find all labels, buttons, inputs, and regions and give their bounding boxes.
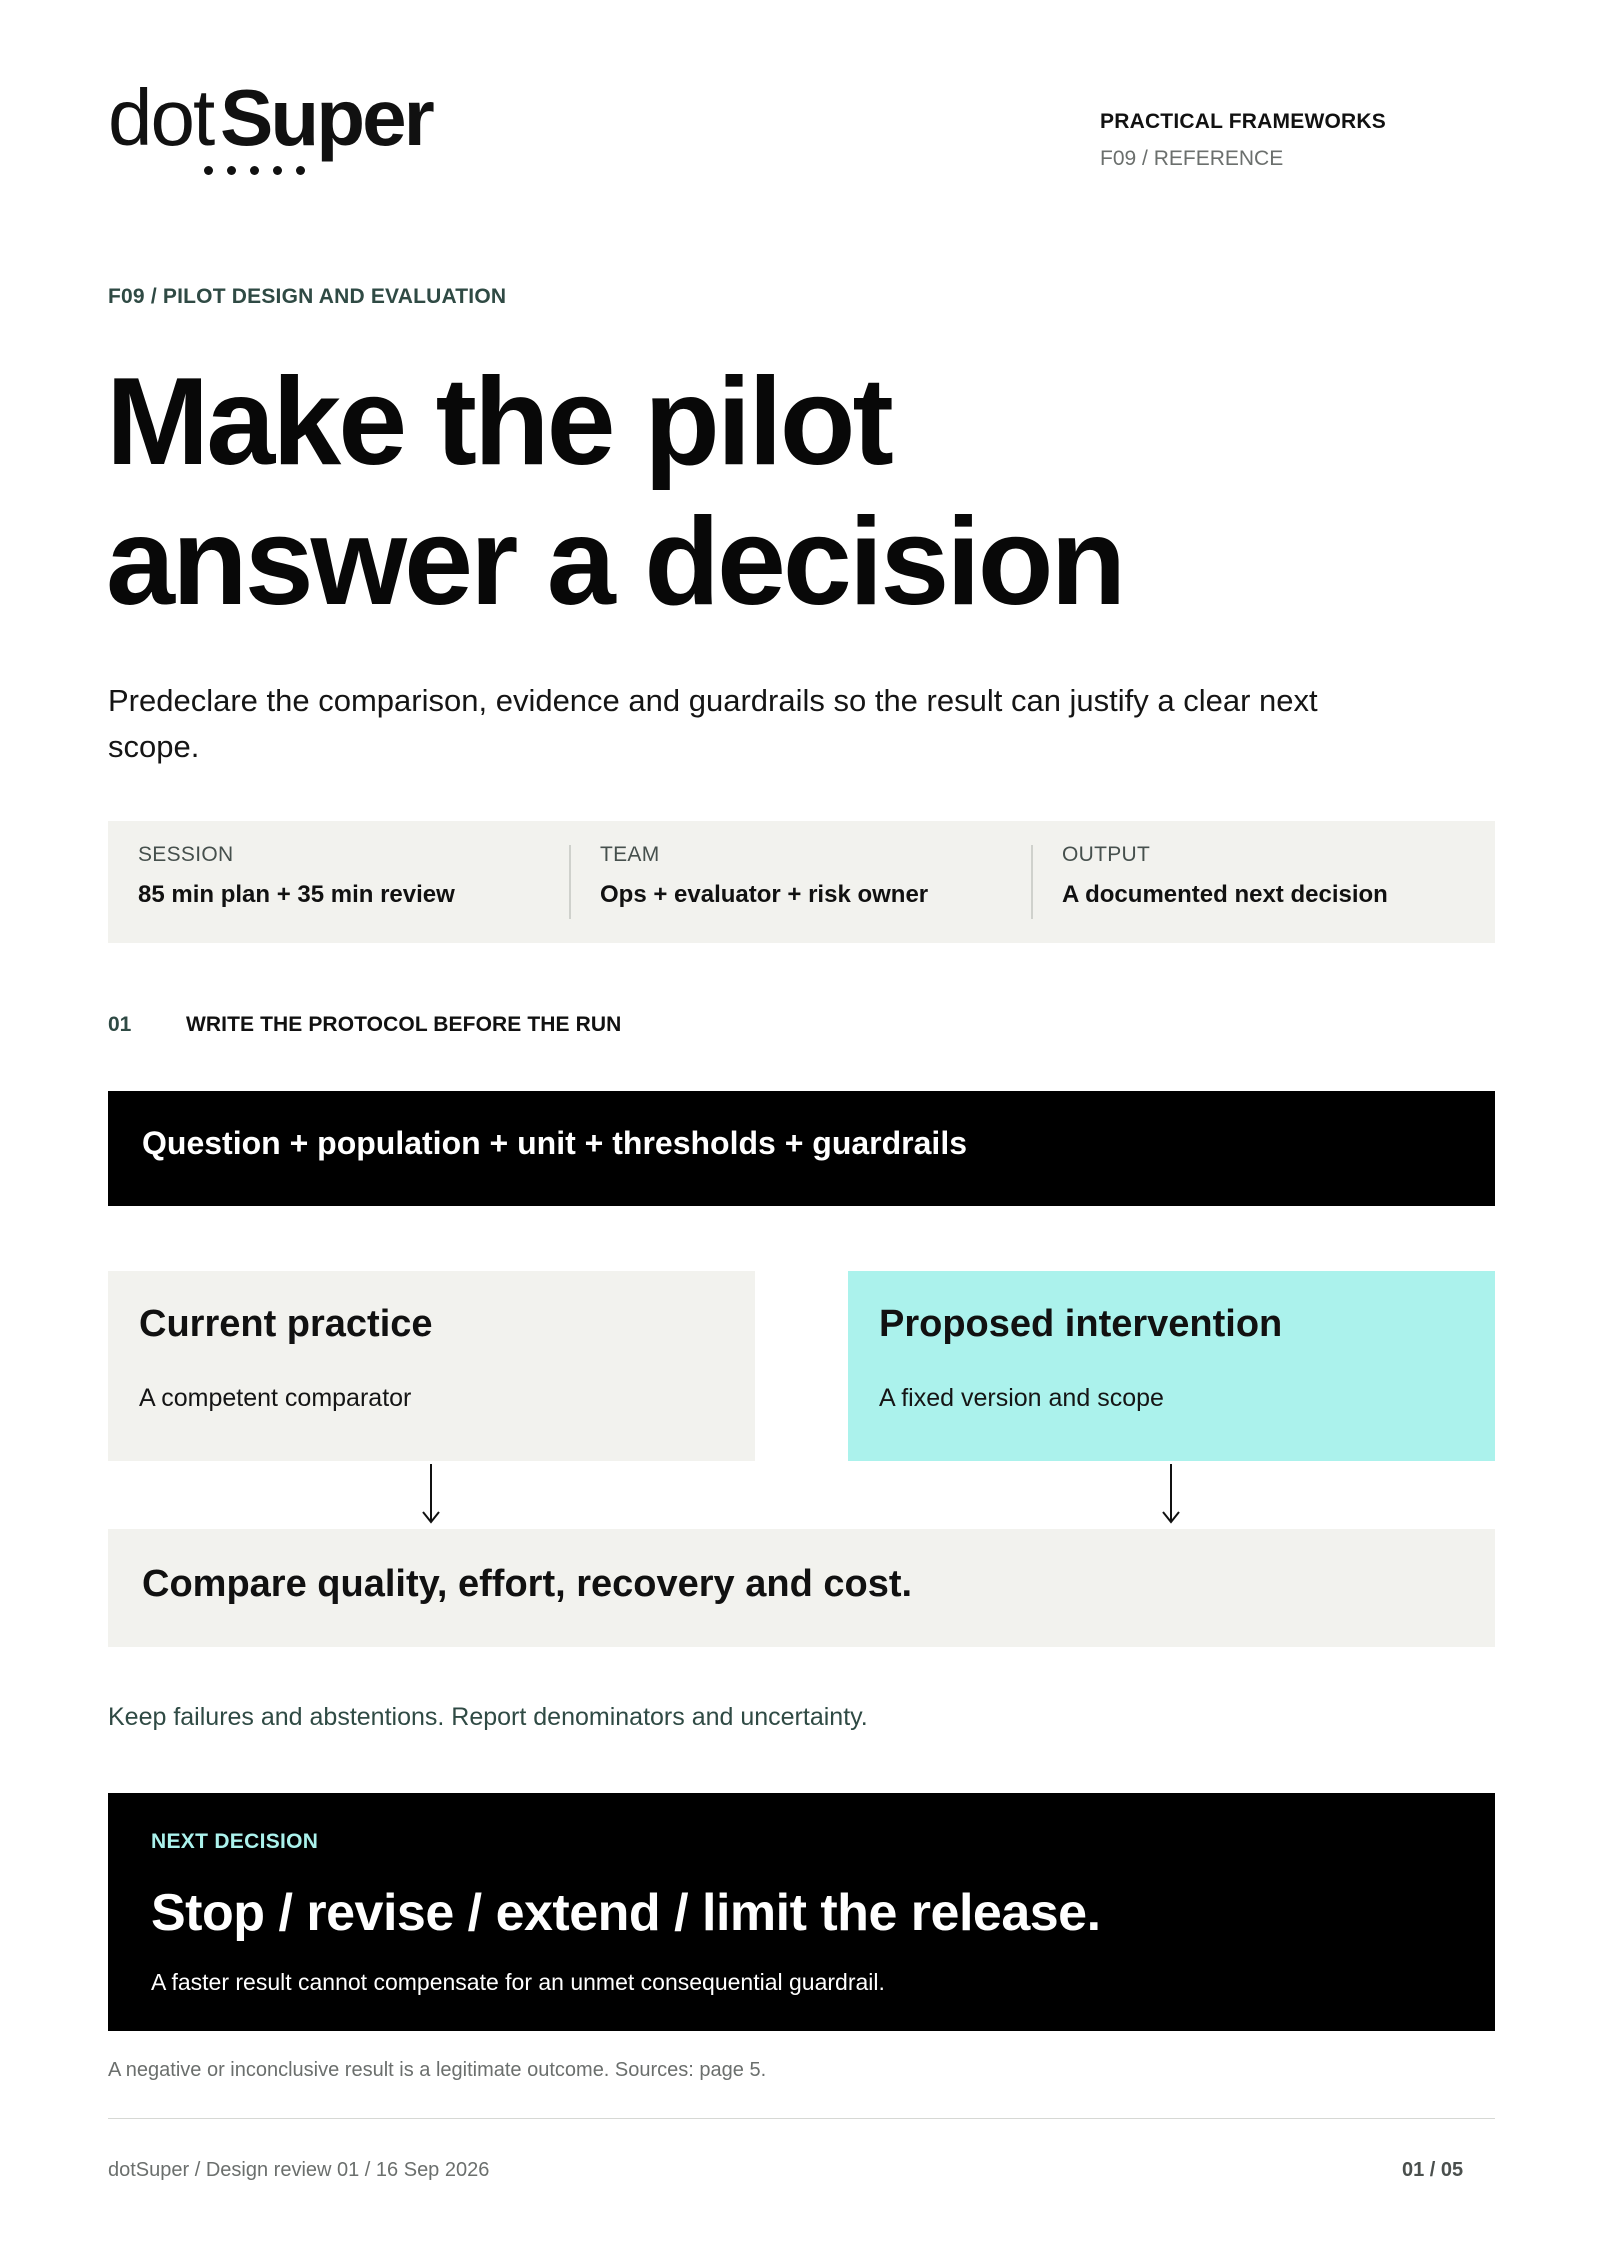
card-title: Proposed intervention — [879, 1303, 1283, 1345]
compare-panel — [108, 1529, 1495, 1647]
step-label: WRITE THE PROTOCOL BEFORE THE RUN — [186, 1013, 622, 1036]
series-label: PRACTICAL FRAMEWORKS — [1100, 110, 1386, 133]
logo-dots-icon — [204, 166, 305, 175]
reporting-note: Keep failures and abstentions. Report denominators and uncertainty. — [108, 1703, 868, 1731]
meta-value: A documented next decision — [1062, 881, 1388, 908]
current-practice-card — [108, 1271, 755, 1461]
footer-divider — [108, 2118, 1495, 2119]
proposed-intervention-card — [848, 1271, 1495, 1461]
page-title — [106, 352, 1306, 632]
footer-meta: dotSuper / Design review 01 / 16 Sep 2026 — [108, 2159, 490, 2181]
card-title: Current practice — [139, 1303, 433, 1345]
title-line-1: Make the pilot — [106, 353, 891, 491]
meta-label: OUTPUT — [1062, 843, 1151, 866]
step-number: 01 — [108, 1013, 132, 1036]
fine-print: A negative or inconclusive result is a legitimate outcome. Sources: page 5. — [108, 2059, 767, 2081]
meta-output — [1032, 821, 1495, 943]
meta-team — [570, 821, 1032, 943]
card-subtitle: A competent comparator — [139, 1384, 412, 1412]
arrow-down-icon — [421, 1464, 441, 1526]
brand-logo — [108, 73, 468, 188]
lead-paragraph: Predeclare the comparison, evidence and guardrails so the result can justify a clear next scope. — [108, 683, 1318, 764]
card-subtitle: A fixed version and scope — [879, 1384, 1164, 1412]
decision-label: NEXT DECISION — [151, 1830, 319, 1853]
page-number: 01 / 05 — [1402, 2159, 1464, 2181]
meta-value: 85 min plan + 35 min review — [138, 881, 455, 908]
next-decision-panel — [108, 1793, 1495, 2031]
compare-text: Compare quality, effort, recovery and cost. — [142, 1563, 913, 1605]
meta-strip — [108, 821, 1495, 943]
meta-value: Ops + evaluator + risk owner — [600, 881, 929, 908]
logo-wordmark-bold: Super — [220, 73, 432, 162]
meta-label: TEAM — [600, 843, 660, 866]
decision-subtext: A faster result cannot compensate for an unmet consequential guardrail. — [151, 1969, 885, 1995]
meta-session — [108, 821, 570, 943]
protocol-formula-bar — [108, 1091, 1495, 1206]
protocol-formula-text: Question + population + unit + thresholds + guardrails — [142, 1125, 967, 1161]
logo-wordmark-light: dot — [108, 73, 214, 162]
section-eyebrow: F09 / PILOT DESIGN AND EVALUATION — [108, 285, 507, 308]
title-line-2: answer a decision — [106, 493, 1124, 631]
meta-label: SESSION — [138, 843, 234, 866]
decision-heading: Stop / revise / extend / limit the release. — [151, 1884, 1101, 1942]
arrow-down-icon — [1161, 1464, 1181, 1526]
reference-label: F09 / REFERENCE — [1100, 147, 1284, 170]
